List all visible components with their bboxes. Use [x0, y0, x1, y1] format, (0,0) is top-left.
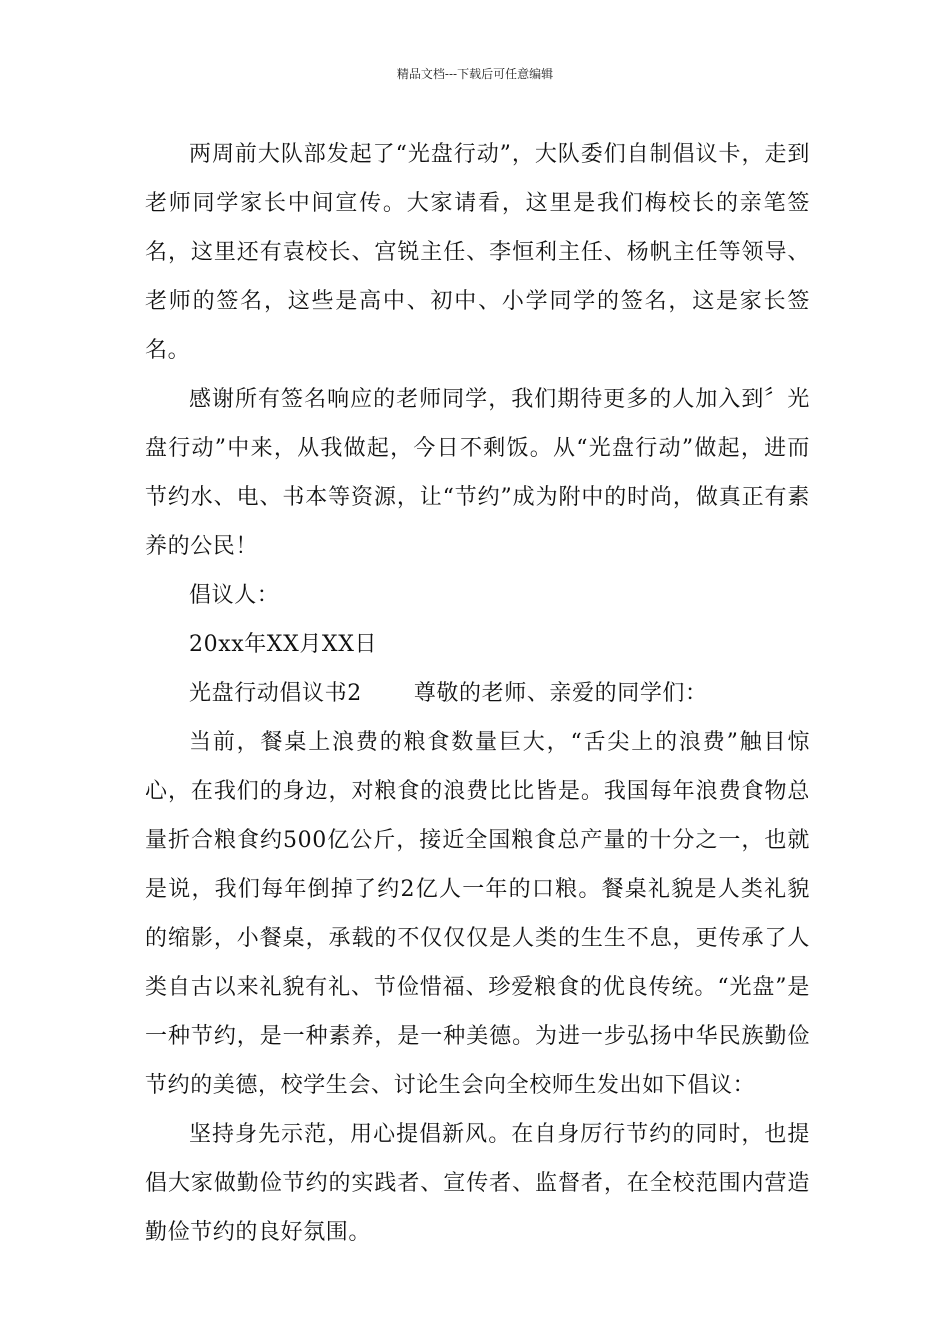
proposal-title: 光盘行动倡议书2	[189, 681, 362, 706]
paragraph-food-waste: 当前，餐桌上浪费的粮食数量巨大，“舌尖上的浪费”触目惊心，在我们的身边，对粮食的浪费比比皆是。我国每年浪费食物总量折合粮食约500亿公斤，接近全国粮食总产量的十分之一，也就是说，我们每年倒掉了约2亿人一年的口粮。餐桌礼貌是人类礼貌的缩影，小餐桌，承载的不仅仅仅是人类的生生不息，更传承了人类自古以来礼貌有礼、节俭惜福、珍爱粮食的优良传统。“光盘”是一种节约，是一种素养，是一种美德。为进一步弘扬中华民族勤俭节约的美德，校学生会、讨论生会向全校师生发出如下倡议：	[145, 730, 810, 1098]
document-body	[145, 130, 810, 1257]
paragraph-signature-campaign: 两周前大队部发起了“光盘行动”，大队委们自制倡议卡，走到老师同学家长中间宣传。大家请看，这里是我们梅校长的亲笔签名，这里还有袁校长、宫锐主任、李恒利主任、杨帆主任等领导、老师的签名，这些是高中、初中、小学同学的签名，这是家长签名。	[145, 142, 810, 363]
page-header: 精品文档---下载后可任意编辑	[396, 67, 554, 81]
paragraph-date: 20xx年XX月XX日	[189, 632, 378, 657]
paragraph-lead-by-example: 坚持身先示范，用心提倡新风。在自身厉行节约的同时，也提倡大家做勤俭节约的实践者、宣传者、监督者，在全校范围内营造勤俭节约的良好氛围。	[145, 1122, 810, 1245]
paragraph-thanks: 感谢所有签名响应的老师同学，我们期待更多的人加入到〞光盘行动”中来，从我做起，今日不剩饭。从“光盘行动”做起，进而节约水、电、书本等资源，让“节约”成为附中的时尚，做真正有素养的公民！	[145, 387, 810, 559]
paragraph-initiator: 倡议人：	[189, 583, 280, 608]
paragraph-second-proposal-title	[145, 669, 810, 718]
salutation: 尊敬的老师、亲爱的同学们：	[413, 681, 708, 706]
